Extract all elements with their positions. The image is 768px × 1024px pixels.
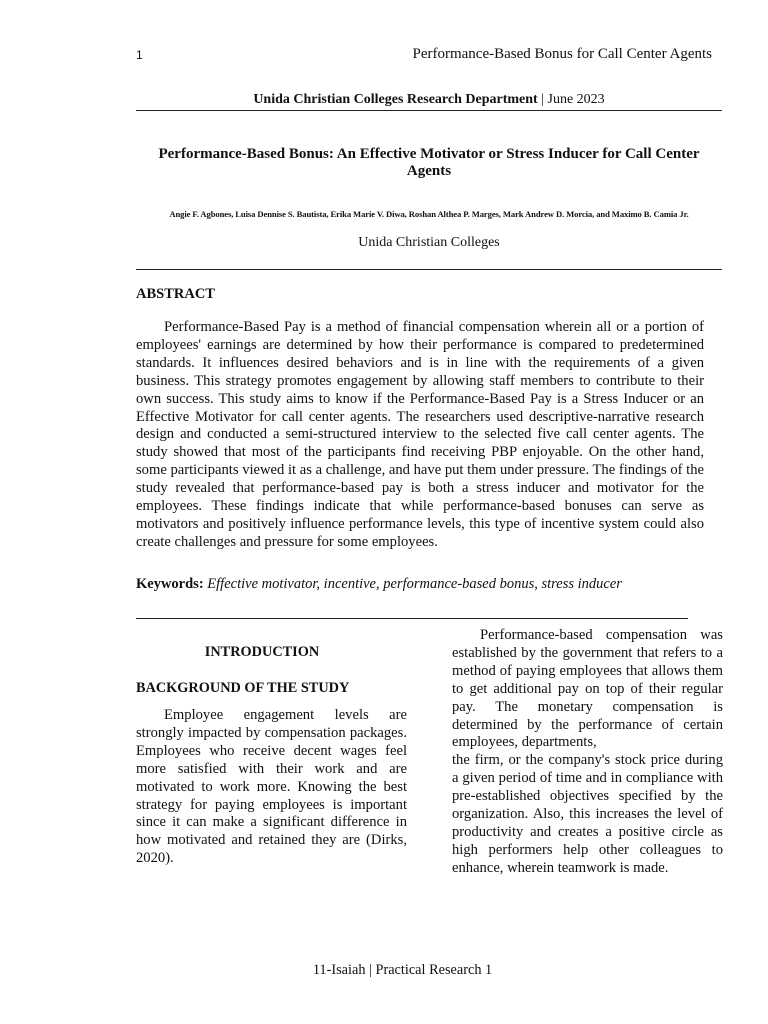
affiliation: Unida Christian Colleges: [358, 235, 500, 250]
department-line: [136, 92, 722, 108]
department-name: Unida Christian Colleges Research Department: [253, 92, 538, 107]
date-separator: |: [537, 92, 548, 107]
page-number: 1: [136, 48, 143, 62]
introduction-heading: INTRODUCTION: [204, 644, 320, 660]
abstract-divider: [136, 618, 688, 619]
compensation-paragraph-1: Performance-based compensation was established by the government that refers to a method of paying employees that allows them to get additional pay on top of their regular pay. The monetary compensation is determined by the performance of certain employees, departments,: [452, 627, 723, 751]
paper-title: Performance-Based Bonus: An Effective Motivator or Stress Inducer for Call Center Agents: [158, 146, 700, 179]
header-divider: [136, 110, 722, 111]
compensation-paragraph-2: the firm, or the company's stock price during a given period of time and in compliance with pre-established objectives specified by the organization. Also, this increases the level of productivity and creates a positive circle as high performers help other colleagues to enhance, wherein teamwork is made.: [452, 752, 723, 876]
background-paragraph: Employee engagement levels are strongly impacted by compensation packages. Employees who receive decent wages feel more satisfied with their work and are motivated to work more. Knowing the best strategy for paying employees is important since it can make a significant difference in how motivated and retained they are (Dirks, 2020).: [136, 707, 407, 867]
title-divider: [136, 269, 722, 270]
abstract-heading: ABSTRACT: [136, 286, 215, 302]
publication-date: June 2023: [547, 92, 605, 107]
abstract-body: Performance-Based Pay is a method of financial compensation wherein all or a portion of employees' earnings are determined by how their performance is compared to predetermined standards. It influences desired behaviors and is in line with the requirements of a given business. This strategy promotes engagement by allowing staff members to contribute to their own success. This study aims to know if the Performance-Based Pay is a Stress Inducer or an Effective Motivator for call center agents. The researchers used descriptive-narrative research design and conducted a semi-structured interview to the selected five call center agents. The study showed that most of the participants find receiving PBP enjoyable. On the other hand, some participants viewed it as a challenge, and have put them under pressure. The findings of the study revealed that performance-based pay is both a stress inducer and motivator for the employees. These findings indicate that while performance-based bonuses can serve as motivators and positively influence performance levels, this type of incentive system could also create challenges and pressure for some employees.: [136, 319, 704, 550]
author-list: Angie F. Agbones, Luisa Dennise S. Bautista, Erika Marie V. Diwa, Roshan Althea P. Marges, Mark Andrew D. Morcia, and Maximo B. Camia Jr.: [169, 209, 689, 219]
right-column: [452, 627, 723, 878]
background-heading: BACKGROUND OF THE STUDY: [136, 680, 350, 696]
keywords-line: [136, 576, 622, 593]
keywords-label: Keywords:: [136, 576, 204, 592]
running-head: Performance-Based Bonus for Call Center Agents: [412, 46, 712, 62]
keywords-terms: Effective motivator, incentive, performance-based bonus, stress inducer: [207, 576, 622, 592]
page-footer: 11-Isaiah | Practical Research 1: [312, 962, 493, 978]
